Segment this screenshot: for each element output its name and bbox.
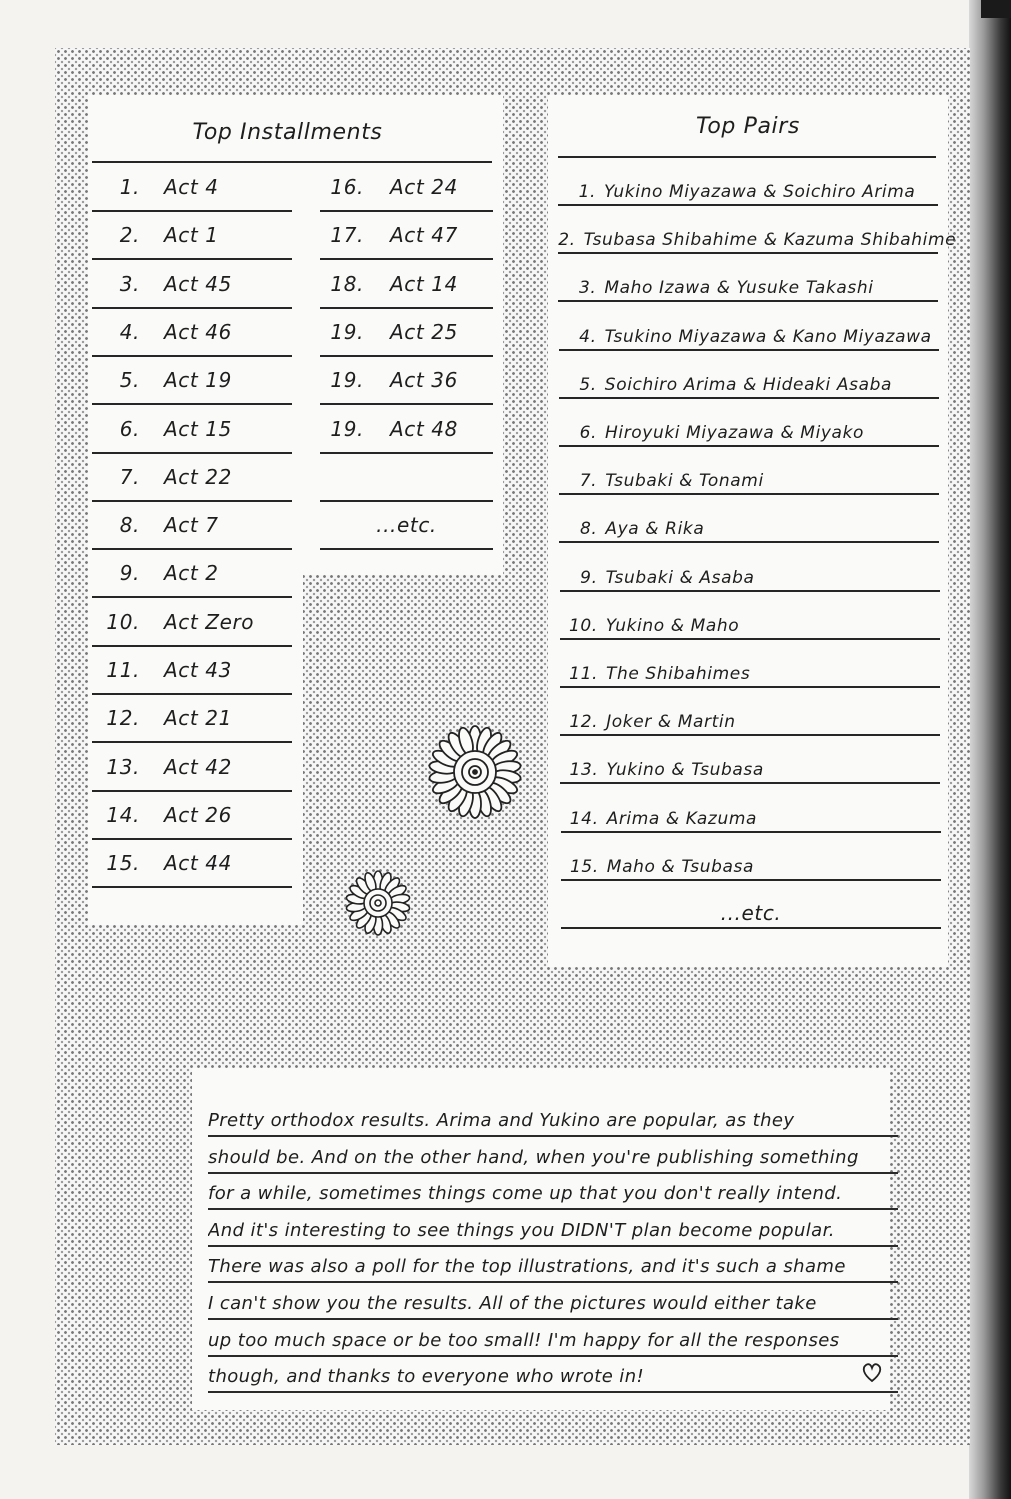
installment-row	[320, 357, 493, 405]
installment-label: Act 15	[164, 416, 232, 441]
installment-row	[92, 261, 292, 309]
pair-label: Tsukino Miyazawa & Kano Miyazawa	[604, 326, 932, 347]
pair-row	[560, 736, 940, 784]
installment-rank: 7.	[119, 464, 140, 489]
installments-etc: ...etc.	[376, 513, 437, 538]
installment-row	[92, 840, 292, 888]
installment-label: Act 21	[164, 706, 232, 731]
installment-row	[92, 744, 292, 792]
installment-row	[92, 357, 292, 405]
pair-row	[560, 592, 940, 640]
pair-rank: 13.	[569, 760, 599, 781]
installment-label: Act 46	[164, 319, 232, 344]
pair-row	[558, 206, 957, 254]
heart-icon	[860, 1360, 884, 1384]
pair-label: Hiroyuki Miyazawa & Miyako	[605, 423, 865, 443]
pair-label: Tsubasa Shibahime & Kazuma Shibahime	[583, 230, 957, 251]
pair-row	[561, 833, 941, 881]
pair-rank: 9.	[580, 567, 598, 588]
note-line: I can't show you the results. All of the pictures would either take	[208, 1283, 898, 1320]
pair-rank: 12.	[569, 712, 599, 733]
installment-label: Act 24	[390, 175, 458, 199]
pair-row	[558, 158, 938, 206]
installment-row	[92, 550, 292, 598]
pair-rank: 11.	[569, 664, 598, 684]
installment-rank: 2.	[119, 223, 140, 248]
installment-rank: 8.	[119, 513, 140, 538]
note-line: though, and thanks to everyone who wrote in!	[208, 1356, 898, 1393]
installment-label: Act 42	[164, 754, 232, 779]
pair-label: Joker & Martin	[606, 712, 736, 733]
installment-label: Act 19	[164, 368, 232, 393]
pair-row	[558, 254, 938, 302]
installment-label: Act 44	[164, 851, 232, 876]
installment-row	[92, 599, 292, 647]
pair-rank: 15.	[569, 856, 599, 877]
pairs-title: Top Pairs	[696, 114, 800, 139]
installment-label: Act 26	[164, 802, 232, 827]
pair-rank: 4.	[579, 326, 597, 347]
pair-row	[559, 495, 939, 543]
installment-label: Act 43	[164, 658, 232, 682]
pair-label: Maho & Tsubasa	[606, 856, 755, 877]
pair-row	[559, 399, 939, 447]
pair-label: Tsubaki & Asaba	[605, 567, 755, 588]
pair-rank: 14.	[569, 808, 599, 829]
installment-rank: 19.	[330, 416, 364, 441]
pairs-etc-row	[561, 881, 941, 929]
installment-row	[320, 309, 493, 357]
pair-row	[559, 351, 939, 399]
pair-row	[559, 447, 939, 495]
pair-rank: 1.	[578, 182, 596, 202]
note-line: And it's interesting to see things you DIDN'T plan become popular.	[208, 1210, 898, 1247]
pair-label: Maho Izawa & Yusuke Takashi	[604, 278, 874, 299]
note-line: There was also a poll for the top illustrations, and it's such a shame	[208, 1246, 898, 1283]
pair-label: Yukino Miyazawa & Soichiro Arima	[604, 182, 916, 202]
installment-label: Act 48	[390, 416, 458, 441]
note-line: up too much space or be too small! I'm happy for all the responses	[208, 1320, 898, 1357]
pair-rank: 3.	[578, 278, 597, 299]
installment-row	[320, 406, 493, 454]
installment-label: Act 4	[164, 175, 219, 199]
installment-label: Act 47	[390, 223, 458, 248]
installments-title-rule	[92, 161, 492, 163]
installment-label: Act 45	[164, 271, 232, 296]
installment-label: Act 1	[164, 223, 219, 248]
note-line: should be. And on the other hand, when you're publishing something	[208, 1137, 898, 1174]
pair-label: The Shibahimes	[606, 664, 751, 684]
installment-rank: 9.	[119, 561, 140, 586]
pair-rank: 2.	[558, 230, 576, 251]
pair-rank: 7.	[579, 471, 598, 492]
installment-label: Act 22	[164, 464, 232, 489]
pair-label: Tsubaki & Tonami	[605, 471, 764, 492]
installment-rank: 18.	[330, 271, 364, 296]
installment-rank: 1.	[119, 175, 140, 199]
pair-label: Soichiro Arima & Hideaki Asaba	[604, 374, 892, 395]
installment-rank: 19.	[330, 319, 364, 344]
installment-rank: 4.	[119, 319, 140, 344]
pair-row	[560, 688, 940, 736]
installment-label: Act 7	[164, 513, 219, 538]
note-line: for a while, sometimes things come up that you don't really intend.	[208, 1173, 898, 1210]
installment-row	[320, 261, 493, 309]
installment-label: Act 14	[390, 271, 458, 296]
blank-row	[320, 454, 493, 502]
installments-etc-row	[320, 502, 493, 550]
pair-label: Yukino & Maho	[605, 615, 740, 636]
pair-rank: 8.	[579, 519, 598, 540]
installment-rank: 11.	[106, 658, 140, 682]
small-flower-icon	[340, 865, 416, 941]
installments-title: Top Installments	[192, 120, 383, 145]
installment-rank: 19.	[330, 368, 364, 393]
installment-row	[92, 454, 292, 502]
installment-row	[320, 164, 493, 212]
installment-label: Act Zero	[164, 609, 255, 634]
pair-row	[560, 640, 940, 688]
note-line: Pretty orthodox results. Arima and Yukino are popular, as they	[208, 1100, 898, 1137]
page-corner	[981, 0, 1011, 18]
installment-rank: 10.	[106, 609, 140, 634]
installment-label: Act 36	[390, 368, 458, 393]
installment-row	[320, 212, 493, 260]
pair-label: Aya & Rika	[605, 519, 705, 540]
pair-label: Yukino & Tsubasa	[606, 760, 764, 781]
pair-row	[561, 785, 941, 833]
installment-row	[92, 309, 292, 357]
installment-label: Act 2	[164, 561, 219, 586]
pairs-etc: ...etc.	[720, 901, 782, 925]
installment-label: Act 25	[390, 319, 458, 344]
installment-row	[92, 502, 292, 550]
installment-rank: 6.	[119, 416, 140, 441]
installment-rank: 3.	[119, 271, 140, 296]
pair-rank: 6.	[579, 423, 597, 443]
installment-rank: 15.	[106, 851, 140, 876]
installment-row	[92, 647, 292, 695]
pair-row	[559, 303, 939, 351]
page-edge-shadow	[969, 0, 1011, 1499]
installment-row	[92, 406, 292, 454]
pair-label: Arima & Kazuma	[606, 808, 758, 829]
pair-rank: 5.	[579, 374, 597, 395]
installment-row	[92, 164, 292, 212]
installment-rank: 14.	[106, 802, 140, 827]
installment-rank: 12.	[106, 706, 140, 731]
pair-rank: 10.	[568, 615, 598, 636]
pair-row	[560, 544, 940, 592]
installment-row	[92, 695, 292, 743]
installment-row	[92, 792, 292, 840]
installment-rank: 17.	[330, 223, 364, 248]
large-flower-icon	[423, 720, 527, 824]
installment-row	[92, 212, 292, 260]
installment-rank: 16.	[330, 175, 364, 199]
installment-rank: 13.	[106, 754, 140, 779]
installment-rank: 5.	[119, 368, 140, 393]
